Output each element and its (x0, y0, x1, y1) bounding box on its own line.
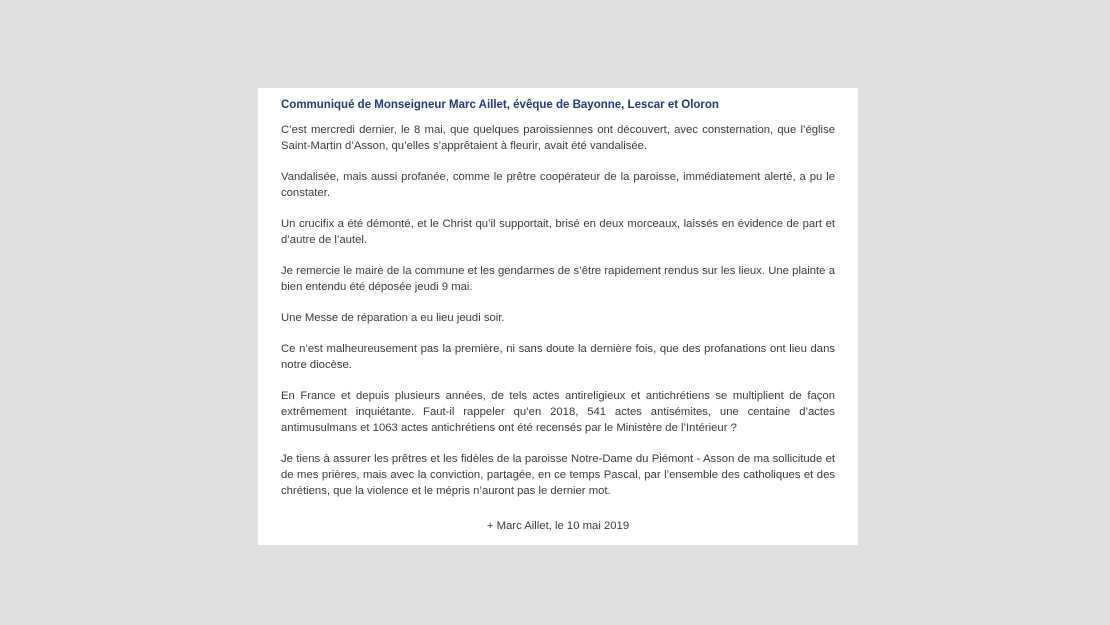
paragraph: C’est mercredi dernier, le 8 mai, que quelques paroissiennes ont découvert, avec consternation, que l’église Saint-Martin d’Asson, qu’elles s’apprêtaient à fleurir, avait été vandalisée. (281, 124, 835, 152)
paragraph: En France et depuis plusieurs années, de tels actes antireligieux et antichrétiens se multiplient de façon extrêmement inquiétante. Faut-il rappeler qu’en 2018, 541 actes antisémites, une centaine d’actes antimusulmans et 1063 actes antichrétiens ont été recensés par le Ministère de l’Intérieur ? (281, 390, 835, 434)
paragraph: Ce n’est malheureusement pas la première, ni sans doute la dernière fois, que des profanations ont lieu dans notre diocèse. (281, 343, 835, 371)
document-page (258, 88, 858, 545)
paragraph: Je tiens à assurer les prêtres et les fidèles de la paroisse Notre-Dame du Piémont - Asson de ma sollicitude et de mes prières, mais avec la conviction, partagée, en ce temps Pascal, par l’ensemble des catholiques et des chrétiens, que la violence et le mépris n’auront pas le dernier mot. (281, 453, 835, 497)
document-title: Communiqué de Monseigneur Marc Aillet, évêque de Bayonne, Lescar et Oloron (281, 99, 719, 111)
paragraph: Vandalisée, mais aussi profanée, comme le prêtre coopérateur de la paroisse, immédiatement alerté, a pu le constater. (281, 171, 835, 199)
paragraph: Je remercie le maire de la commune et les gendarmes de s’être rapidement rendus sur les lieux. Une plainte a bien entendu été déposée jeudi 9 mai. (281, 265, 835, 293)
signature: + Marc Aillet, le 10 mai 2019 (486, 520, 630, 532)
paragraph: Un crucifix a été démonté, et le Christ qu’il supportait, brisé en deux morceaux, laissés en évidence de part et d’autre de l’autel. (281, 218, 835, 246)
paragraph: Une Messe de réparation a eu lieu jeudi soir. (281, 312, 505, 324)
